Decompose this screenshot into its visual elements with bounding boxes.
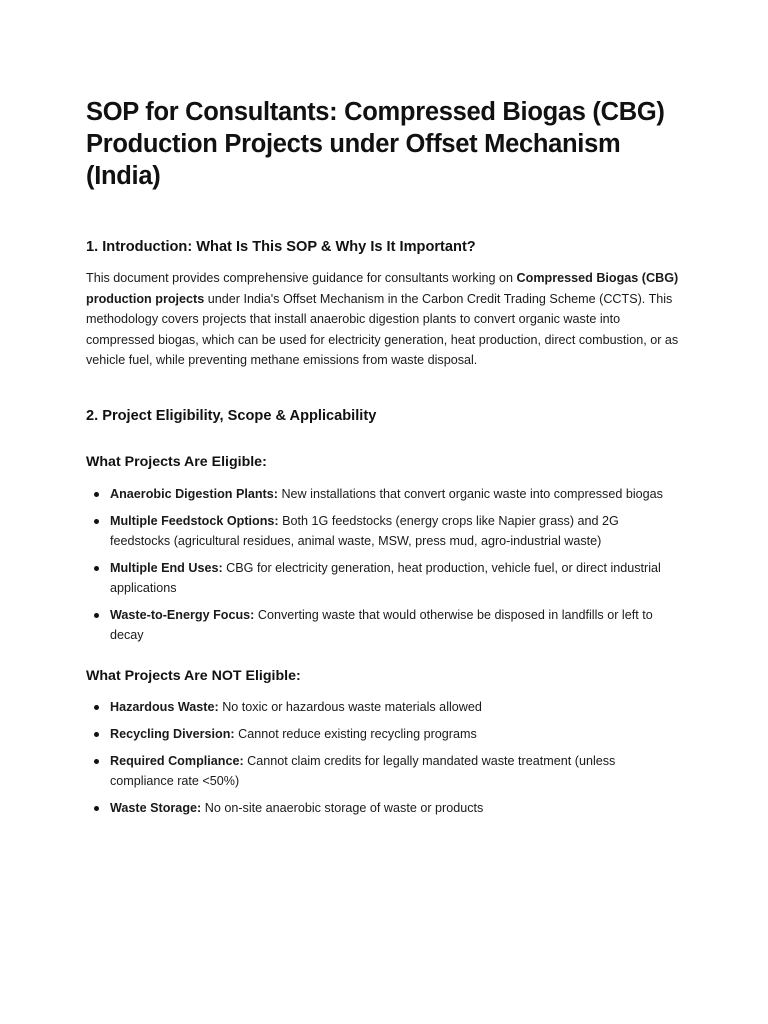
item-label: Recycling Diversion: bbox=[110, 726, 235, 741]
item-text: New installations that convert organic waste into compressed biogas bbox=[277, 486, 663, 501]
list-item bbox=[110, 484, 682, 504]
item-text: No on-site anaerobic storage of waste or products bbox=[201, 800, 484, 815]
list-item bbox=[110, 798, 682, 818]
intro-text-end: under India's Offset Mechanism in the Carbon Credit Trading Scheme (CCTS). This methodology covers projects that install anaerobic digestion plants to convert organic waste into compressed biogas, which can be used for electricity generation, heat production, direct combustion, or as vehicle fuel, while preventing methane emissions from waste disposal. bbox=[86, 291, 679, 367]
subheading-not-eligible: What Projects Are NOT Eligible: bbox=[86, 667, 301, 684]
eligible-list bbox=[86, 484, 682, 645]
list-item bbox=[110, 751, 682, 791]
bullet-icon bbox=[94, 519, 99, 524]
item-label: Waste-to-Energy Focus: bbox=[110, 607, 255, 622]
bullet-icon bbox=[94, 705, 99, 710]
bullet-icon bbox=[94, 566, 99, 571]
subheading-eligible: What Projects Are Eligible: bbox=[86, 453, 267, 470]
item-text: No toxic or hazardous waste materials allowed bbox=[218, 699, 482, 714]
bullet-icon bbox=[94, 806, 99, 811]
item-label: Required Compliance: bbox=[110, 753, 244, 768]
intro-text-bold: Compressed Biogas (CBG) production projects bbox=[86, 271, 679, 306]
list-item bbox=[110, 605, 682, 645]
intro-text-start: This document provides comprehensive guidance for consultants working on bbox=[86, 271, 517, 285]
item-text: Cannot reduce existing recycling programs bbox=[234, 726, 477, 741]
list-item bbox=[110, 697, 682, 717]
item-label: Multiple End Uses: bbox=[110, 560, 223, 575]
document-title: SOP for Consultants: Compressed Biogas (CBG) Production Projects under Offset Mechanism (India) bbox=[86, 98, 665, 190]
bullet-icon bbox=[94, 759, 99, 764]
section-heading-eligibility: 2. Project Eligibility, Scope & Applicability bbox=[86, 407, 377, 424]
introduction-paragraph bbox=[86, 268, 682, 371]
item-text: Converting waste that would otherwise be disposed in landfills or left to decay bbox=[110, 607, 653, 642]
list-item bbox=[110, 558, 682, 598]
item-text: CBG for electricity generation, heat production, vehicle fuel, or direct industrial applications bbox=[110, 560, 661, 595]
bullet-icon bbox=[94, 732, 99, 737]
item-label: Anaerobic Digestion Plants: bbox=[110, 486, 278, 501]
item-text: Both 1G feedstocks (energy crops like Napier grass) and 2G feedstocks (agricultural residues, animal waste, MSW, press mud, agro-industrial waste) bbox=[110, 513, 619, 548]
list-item bbox=[110, 724, 682, 744]
section-heading-introduction: 1. Introduction: What Is This SOP & Why Is It Important? bbox=[86, 239, 476, 255]
not-eligible-list bbox=[86, 697, 682, 818]
item-text: Cannot claim credits for legally mandated waste treatment (unless compliance rate <50%) bbox=[110, 753, 616, 788]
bullet-icon bbox=[94, 492, 99, 497]
bullet-icon bbox=[94, 613, 99, 618]
item-label: Waste Storage: bbox=[110, 800, 202, 815]
item-label: Hazardous Waste: bbox=[110, 699, 219, 714]
item-label: Multiple Feedstock Options: bbox=[110, 513, 279, 528]
list-item bbox=[110, 511, 682, 551]
